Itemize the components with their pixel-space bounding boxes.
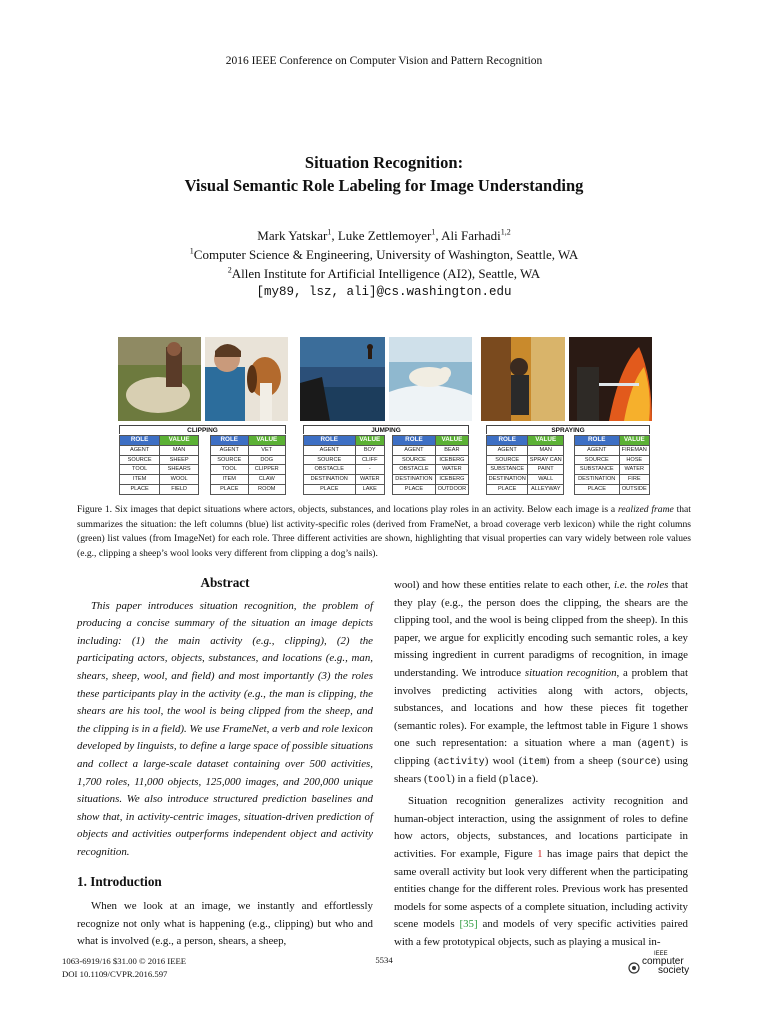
citation-link[interactable]: [35] (459, 918, 478, 931)
frame-table-5 (486, 435, 564, 495)
value-cell: SPRAY CAN (528, 455, 564, 465)
value-cell: CLAW (248, 475, 286, 485)
ieee-computer-society-logo: IEEE computer society (628, 953, 708, 979)
value-cell: WATER (355, 475, 385, 485)
value-cell: SHEEP (160, 455, 199, 465)
role-header: ROLE (487, 436, 528, 446)
value-header: VALUE (528, 436, 564, 446)
value-cell: ICEBERG (435, 475, 468, 485)
photo-spraying-wall (481, 337, 565, 421)
intro-paragraph: When we look at an image, we instantly and effortlessly recognize not only what is happening (e.g., clipping) but who and what is involved (e.g., a person, shears, a sheep, (77, 900, 373, 948)
value-cell: VET (248, 445, 286, 455)
role-cell: DESTINATION (575, 475, 620, 485)
value-header: VALUE (619, 436, 650, 446)
photo-spraying-fire (569, 337, 652, 421)
value-cell: PAINT (528, 465, 564, 475)
role-cell: AGENT (211, 445, 249, 455)
photo-clipping-sheep (118, 337, 201, 421)
frame-group-clipping (119, 425, 286, 499)
value-cell: FIELD (160, 484, 199, 494)
value-cell: MAN (160, 445, 199, 455)
title-line-1: Situation Recognition: (304, 153, 464, 172)
frame-table-6 (574, 435, 650, 495)
figure-link[interactable]: 1 (537, 847, 543, 860)
value-cell: FIREMAN (619, 445, 650, 455)
frame-group-spraying (486, 425, 650, 499)
author-names: Mark Yatskar$^1$, Luke Zettlemoyer$^1$, Ali Farhadi$^{1,2}$ (257, 227, 511, 243)
right-column (394, 577, 688, 951)
value-header: VALUE (248, 436, 286, 446)
value-cell: FIRE (619, 475, 650, 485)
abstract-heading: Abstract (200, 575, 250, 590)
value-cell: CLIFF (355, 455, 385, 465)
role-header: ROLE (393, 436, 436, 446)
role-cell: SUBSTANCE (487, 465, 528, 475)
role-cell: TOOL (120, 465, 160, 475)
abstract-text: This paper introduces situation recognition, the problem of producing a concise summary of the situation an image depicts including: (1) the main activity (e.g., clipping), (2) the participating actors, objects, substances, and locations (e.g., man, shears, sheep, wool, and field) and most importantly (3) the roles these participants play in the activity (e.g., the man is clipping, the shears are his tool, the wool is being clipped from the sheep, and the clipping is in a field). We use FrameNet, a verb and role lexicon developed by linguists, to define a large space of possible situations and collect a large-scale dataset containing over 500 activities, 1,700 roles, 11,000 objects, 125,000 images, and 200,000 unique situations. We also introduce structured prediction baselines and show that, in activity-centric images, situation-driven prediction of objects and activities outperforms independent object and activity recognition. (77, 599, 373, 858)
role-cell: SOURCE (575, 455, 620, 465)
value-header: VALUE (435, 436, 468, 446)
role-cell: ITEM (211, 475, 249, 485)
value-cell: - (355, 465, 385, 475)
group-label-jumping: JUMPING (303, 425, 469, 434)
affiliation-1: $^1$Computer Science & Engineering, University of Washington, Seattle, WA (189, 246, 579, 262)
role-cell: AGENT (304, 445, 356, 455)
role-cell: AGENT (120, 445, 160, 455)
author-block (0, 226, 768, 302)
role-header: ROLE (575, 436, 620, 446)
value-cell: ROOM (248, 484, 286, 494)
conference-header: 2016 IEEE Conference on Computer Vision and Pattern Recognition (225, 55, 543, 67)
value-cell: WOOL (160, 475, 199, 485)
role-cell: AGENT (393, 445, 436, 455)
group-label-spraying: SPRAYING (486, 425, 650, 434)
role-cell: OBSTACLE (393, 465, 436, 475)
value-cell: BOY (355, 445, 385, 455)
value-cell: OUTDOOR (435, 484, 468, 494)
value-cell: WATER (435, 465, 468, 475)
value-cell: BEAR (435, 445, 468, 455)
frame-group-jumping (303, 425, 469, 499)
role-cell: PLACE (487, 484, 528, 494)
value-cell: SHEARS (160, 465, 199, 475)
role-cell: AGENT (575, 445, 620, 455)
title-line-2: Visual Semantic Role Labeling for Image Understanding (184, 176, 584, 195)
right-paragraph-2: Situation recognition generalizes activity recognition and human-object interaction, using the assignment of roles to define how actors, objects, substances, and locations participate in activities. For example, Figure 1 has image pairs that depict the same overall activity but look very different when the participating entities change for the different roles. Previous work has presented models for some aspects of a complete situation, including activity scene models [35] and models of very specific activities paired with a few prototypical objects, such as playing a musical in- (394, 795, 688, 948)
role-cell: SOURCE (211, 455, 249, 465)
value-cell: OUTSIDE (619, 484, 650, 494)
role-cell: PLACE (393, 484, 436, 494)
value-cell: WALL (528, 475, 564, 485)
right-paragraph-1: wool) and how these entities relate to each other, i.e. the roles that they play (e.g., the person does the clipping, the shears are the clipping tool, and the wool is being clipped from the sheep). In this paper, we argue for explicitly encoding such semantic roles, a key missing ingredient in current paradigms of recognition, in image understanding. We introduce situation recognition, a problem that involves predicting activities along with actors, objects, substances, and locations and how these pieces fit together (semantic roles). For example, the leftmost table in Figure 1 shows one such representation: a situation where a man (agent) is clipping (activity) wool (item) from a sheep (source) using shears (tool) in a field (place). (394, 579, 688, 785)
value-cell: CLIPPER (248, 465, 286, 475)
value-cell: ALLEYWAY (528, 484, 564, 494)
role-cell: SOURCE (120, 455, 160, 465)
frame-table-3 (303, 435, 385, 495)
role-cell: SOURCE (304, 455, 356, 465)
value-cell: LAKE (355, 484, 385, 494)
figure-caption: Figure 1. Six images that depict situations where actors, objects, substances, and locations play roles in an activity. Below each image is a realized frame that summarizes the situation: the left columns (blue) list activity-specific roles (derived from FrameNet, a broad coverage verb lexicon) while the right columns (green) list values (from ImageNet) for each role. Three different activities are shown, highlighting that visual properties can vary widely between role values (e.g., clipping a sheep’s wool looks very different from clipping a dog’s nails). (77, 504, 691, 559)
photo-clipping-dog (205, 337, 288, 421)
role-cell: SUBSTANCE (575, 465, 620, 475)
value-cell: DOG (248, 455, 286, 465)
role-cell: SOURCE (487, 455, 528, 465)
left-column (77, 574, 373, 951)
page-number: 5534 (375, 955, 393, 965)
role-cell: PLACE (120, 484, 160, 494)
role-cell: AGENT (487, 445, 528, 455)
value-cell: WATER (619, 465, 650, 475)
role-cell: PLACE (304, 484, 356, 494)
paper-title (0, 151, 768, 197)
role-cell: DESTINATION (487, 475, 528, 485)
role-cell: OBSTACLE (304, 465, 356, 475)
group-label-clipping: CLIPPING (119, 425, 286, 434)
value-header: VALUE (355, 436, 385, 446)
role-cell: PLACE (575, 484, 620, 494)
role-cell: ITEM (120, 475, 160, 485)
footer-copyright: 1063-6919/16 $31.00 © 2016 IEEE DOI 10.1109/CVPR.2016.597 (62, 956, 187, 979)
role-header: ROLE (304, 436, 356, 446)
role-cell: PLACE (211, 484, 249, 494)
role-cell: DESTINATION (304, 475, 356, 485)
photo-jumping-bear (389, 337, 472, 421)
role-cell: SOURCE (393, 455, 436, 465)
value-header: VALUE (160, 436, 199, 446)
affiliation-2: $^2$Allen Institute for Artificial Intelligence (AI2), Seattle, WA (227, 265, 541, 281)
value-cell: HOSE (619, 455, 650, 465)
value-cell: MAN (528, 445, 564, 455)
value-cell: ICEBERG (435, 455, 468, 465)
photo-jumping-boy (300, 337, 385, 421)
role-cell: TOOL (211, 465, 249, 475)
frame-table-1 (119, 435, 199, 495)
frame-table-2 (210, 435, 286, 495)
role-header: ROLE (120, 436, 160, 446)
role-cell: DESTINATION (393, 475, 436, 485)
author-emails: [my89, lsz, ali]@cs.washington.edu (256, 285, 512, 299)
role-header: ROLE (211, 436, 249, 446)
frame-table-4 (392, 435, 469, 495)
intro-heading: 1. Introduction (77, 873, 162, 889)
